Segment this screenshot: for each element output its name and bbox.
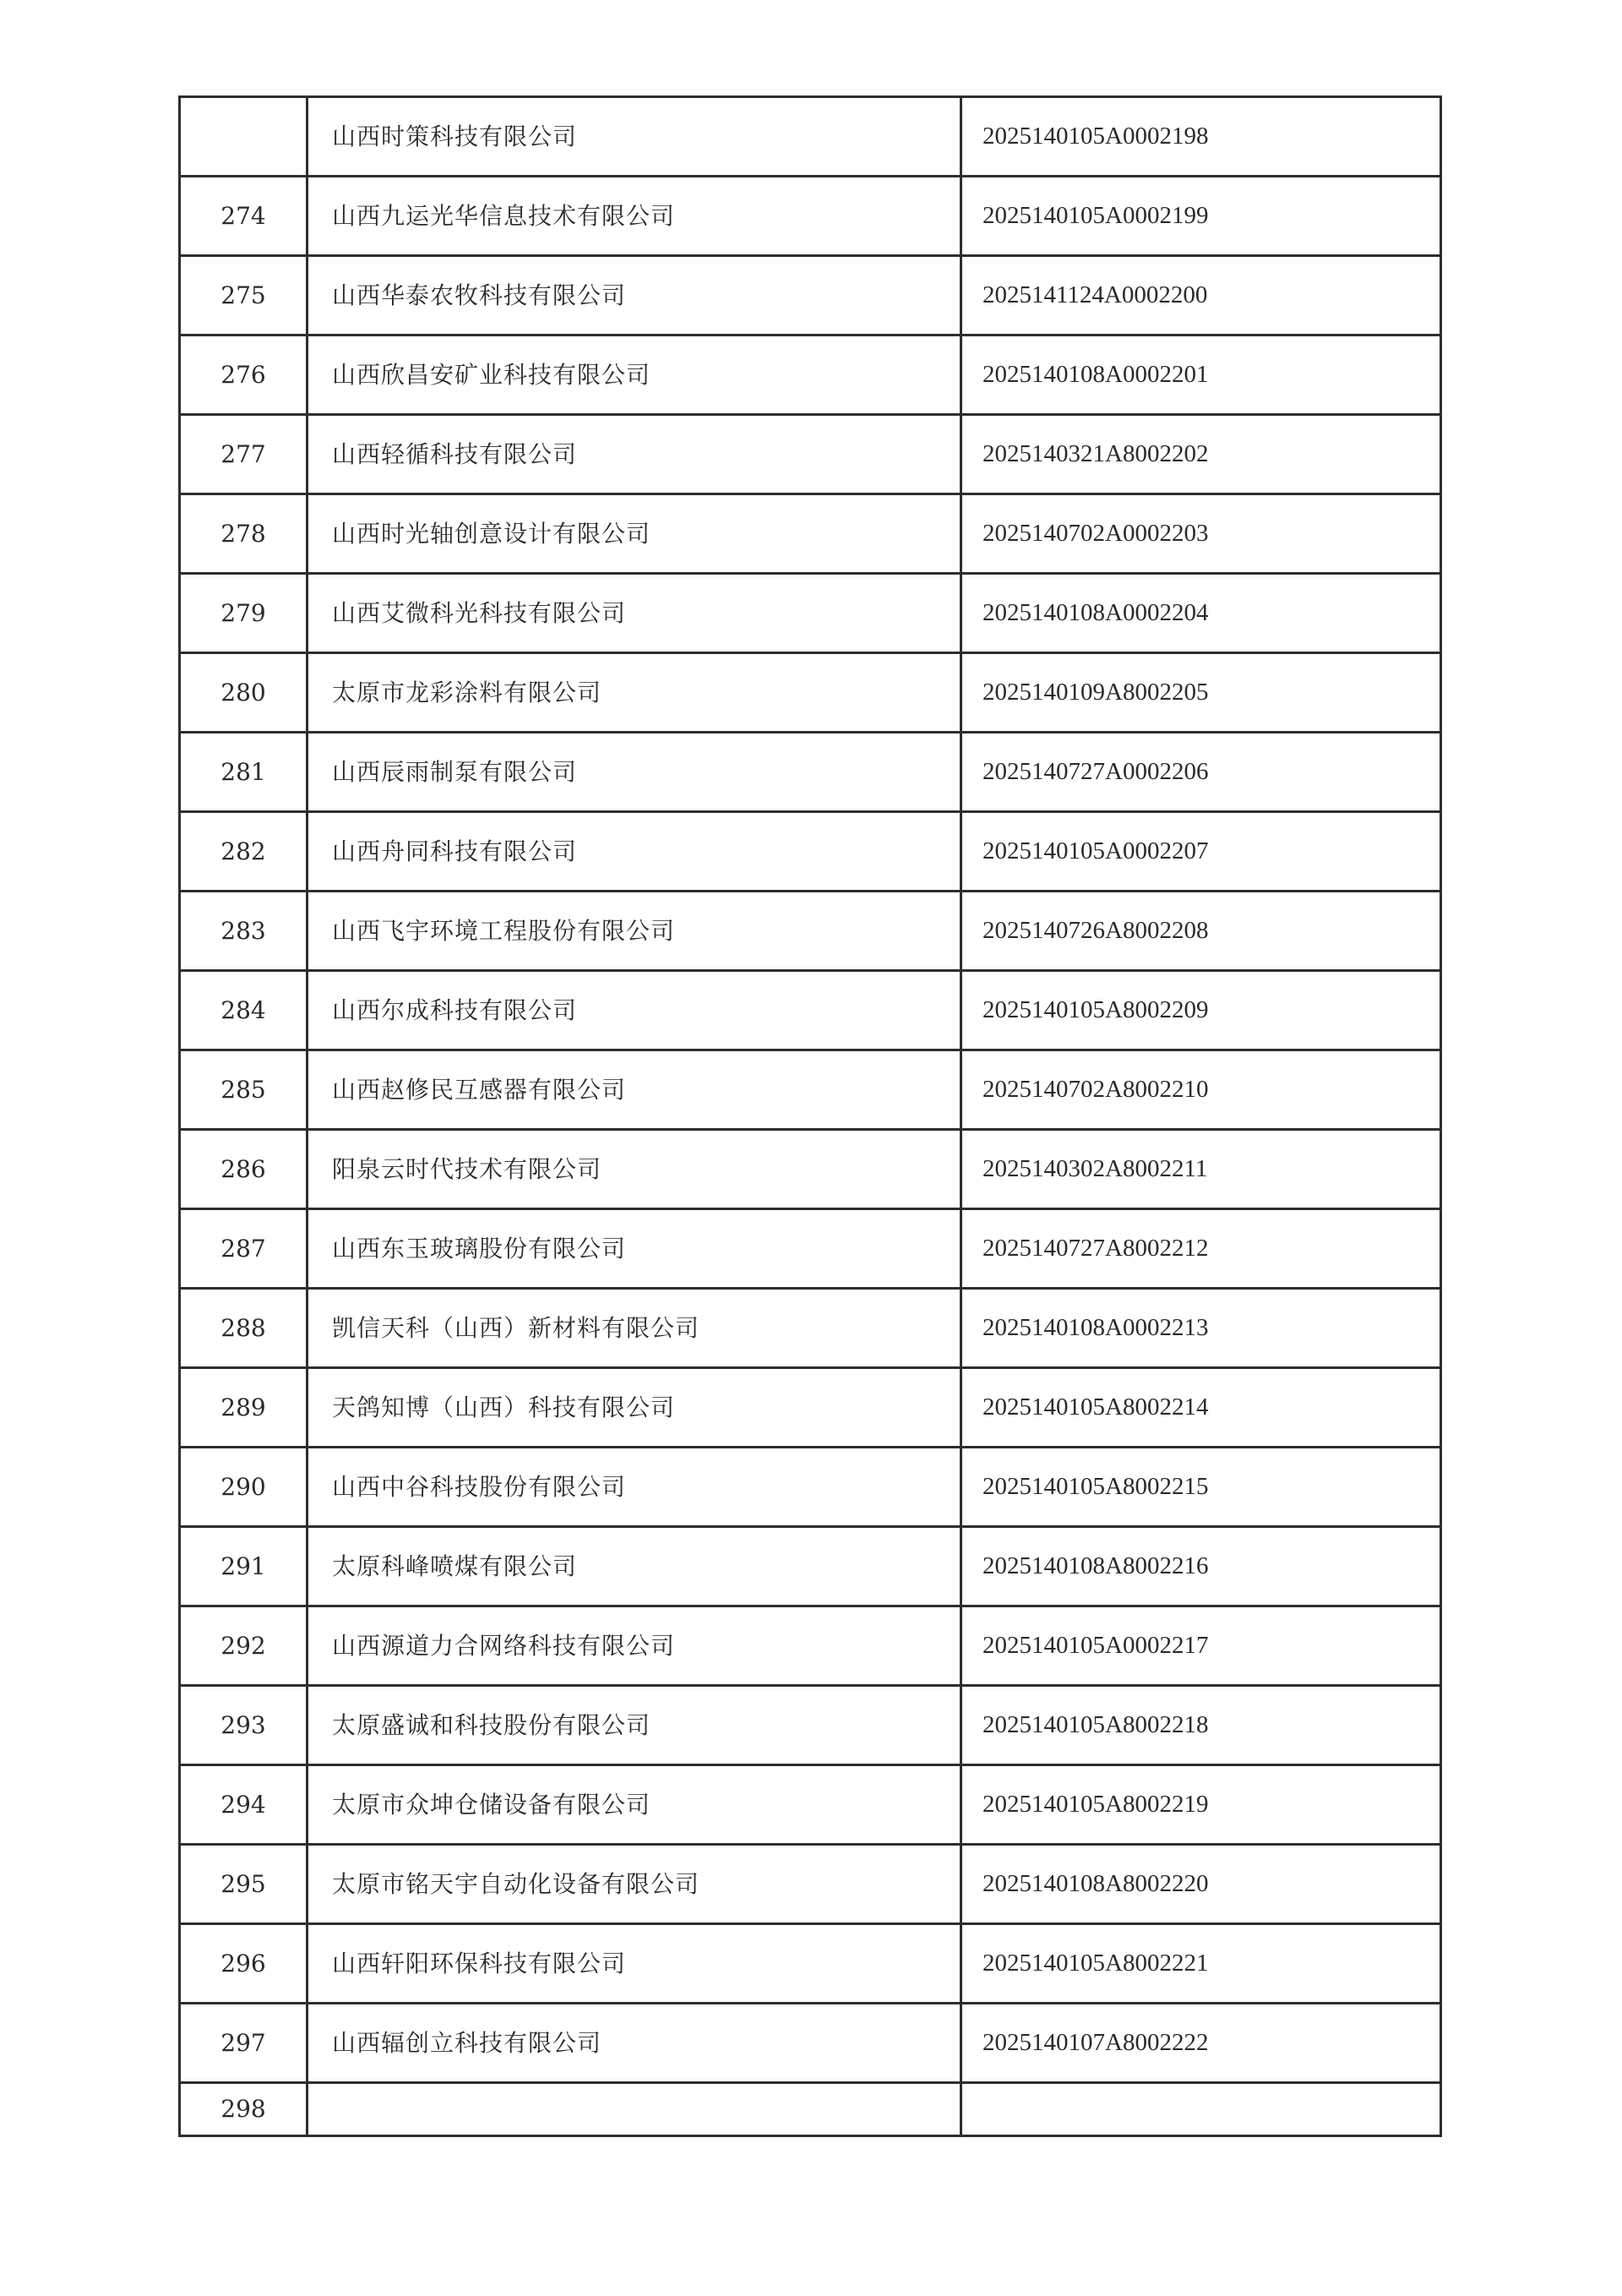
company-name: 太原市众坤仓储设备有限公司 <box>308 1765 961 1845</box>
table-row <box>180 1606 1441 1686</box>
row-number: 281 <box>180 733 308 812</box>
table-row <box>180 2083 1441 2136</box>
company-name: 阳泉云时代技术有限公司 <box>308 1130 961 1209</box>
company-name: 山西辰雨制泵有限公司 <box>308 733 961 812</box>
row-number: 277 <box>180 415 308 494</box>
registration-code: 2025140105A8002219 <box>961 1765 1441 1845</box>
registration-code: 2025140105A0002199 <box>961 177 1441 256</box>
row-number: 280 <box>180 653 308 733</box>
company-name: 太原市铭天宇自动化设备有限公司 <box>308 1845 961 1924</box>
table-row <box>180 177 1441 256</box>
company-name: 山西中谷科技股份有限公司 <box>308 1448 961 1527</box>
registration-code: 2025140105A0002207 <box>961 812 1441 892</box>
table-row <box>180 335 1441 415</box>
registration-code: 2025140108A8002220 <box>961 1845 1441 1924</box>
registration-code: 2025140105A8002215 <box>961 1448 1441 1527</box>
company-name: 凯信天科（山西）新材料有限公司 <box>308 1289 961 1368</box>
row-number: 294 <box>180 1765 308 1845</box>
company-name: 山西尔成科技有限公司 <box>308 971 961 1050</box>
company-name: 山西飞宇环境工程股份有限公司 <box>308 892 961 971</box>
row-number: 296 <box>180 1924 308 2004</box>
row-number: 298 <box>180 2083 308 2136</box>
company-name: 山西源道力合网络科技有限公司 <box>308 1606 961 1686</box>
row-number: 283 <box>180 892 308 971</box>
registry-table-body <box>180 97 1441 2136</box>
table-row <box>180 733 1441 812</box>
company-name: 太原市龙彩涂料有限公司 <box>308 653 961 733</box>
registration-code: 2025140105A8002221 <box>961 1924 1441 2004</box>
company-name: 山西轩阳环保科技有限公司 <box>308 1924 961 2004</box>
registration-code: 2025140109A8002205 <box>961 653 1441 733</box>
company-name: 山西轻循科技有限公司 <box>308 415 961 494</box>
table-row <box>180 1845 1441 1924</box>
row-number: 290 <box>180 1448 308 1527</box>
registration-code: 2025140726A8002208 <box>961 892 1441 971</box>
registration-code: 2025140108A8002216 <box>961 1527 1441 1606</box>
registration-code: 2025141124A0002200 <box>961 256 1441 335</box>
company-name: 山西华泰农牧科技有限公司 <box>308 256 961 335</box>
company-name: 太原科峰喷煤有限公司 <box>308 1527 961 1606</box>
registration-code <box>961 2083 1441 2136</box>
row-number: 275 <box>180 256 308 335</box>
company-name: 天鸽知博（山西）科技有限公司 <box>308 1368 961 1448</box>
registration-code: 2025140105A8002214 <box>961 1368 1441 1448</box>
company-name: 山西东玉玻璃股份有限公司 <box>308 1209 961 1289</box>
registration-code: 2025140321A8002202 <box>961 415 1441 494</box>
row-number: 288 <box>180 1289 308 1368</box>
registration-code: 2025140727A0002206 <box>961 733 1441 812</box>
registration-code: 2025140702A0002203 <box>961 494 1441 574</box>
table-row <box>180 653 1441 733</box>
table-row <box>180 1686 1441 1765</box>
registration-code: 2025140105A8002209 <box>961 971 1441 1050</box>
company-name: 山西欣昌安矿业科技有限公司 <box>308 335 961 415</box>
row-number: 292 <box>180 1606 308 1686</box>
table-row <box>180 2004 1441 2083</box>
registration-code: 2025140105A0002217 <box>961 1606 1441 1686</box>
row-number <box>180 97 308 177</box>
row-number: 289 <box>180 1368 308 1448</box>
table-row <box>180 1924 1441 2004</box>
table-row <box>180 812 1441 892</box>
table-row <box>180 1527 1441 1606</box>
table-row <box>180 256 1441 335</box>
row-number: 297 <box>180 2004 308 2083</box>
registration-code: 2025140108A0002213 <box>961 1289 1441 1368</box>
registration-code: 2025140105A0002198 <box>961 97 1441 177</box>
registration-code: 2025140108A0002204 <box>961 574 1441 653</box>
table-row <box>180 892 1441 971</box>
table-row <box>180 1448 1441 1527</box>
row-number: 278 <box>180 494 308 574</box>
registration-code: 2025140702A8002210 <box>961 1050 1441 1130</box>
table-row <box>180 1289 1441 1368</box>
company-name: 山西时光轴创意设计有限公司 <box>308 494 961 574</box>
company-registry-table <box>178 95 1442 2137</box>
row-number: 274 <box>180 177 308 256</box>
registration-code: 2025140108A0002201 <box>961 335 1441 415</box>
company-name: 山西时策科技有限公司 <box>308 97 961 177</box>
registration-code: 2025140105A8002218 <box>961 1686 1441 1765</box>
table-row <box>180 971 1441 1050</box>
row-number: 284 <box>180 971 308 1050</box>
row-number: 291 <box>180 1527 308 1606</box>
table-row <box>180 97 1441 177</box>
table-row <box>180 1050 1441 1130</box>
row-number: 285 <box>180 1050 308 1130</box>
row-number: 293 <box>180 1686 308 1765</box>
table-row <box>180 415 1441 494</box>
row-number: 282 <box>180 812 308 892</box>
table-row <box>180 494 1441 574</box>
table-row <box>180 1765 1441 1845</box>
row-number: 276 <box>180 335 308 415</box>
table-row <box>180 1368 1441 1448</box>
company-name: 山西九运光华信息技术有限公司 <box>308 177 961 256</box>
registration-code: 2025140727A8002212 <box>961 1209 1441 1289</box>
company-name: 太原盛诚和科技股份有限公司 <box>308 1686 961 1765</box>
row-number: 279 <box>180 574 308 653</box>
row-number: 286 <box>180 1130 308 1209</box>
company-name: 山西舟同科技有限公司 <box>308 812 961 892</box>
company-name <box>308 2083 961 2136</box>
registration-code: 2025140302A8002211 <box>961 1130 1441 1209</box>
company-name: 山西赵修民互感器有限公司 <box>308 1050 961 1130</box>
row-number: 295 <box>180 1845 308 1924</box>
table-row <box>180 1130 1441 1209</box>
table-row <box>180 1209 1441 1289</box>
registration-code: 2025140107A8002222 <box>961 2004 1441 2083</box>
company-name: 山西辐创立科技有限公司 <box>308 2004 961 2083</box>
company-name: 山西艾微科光科技有限公司 <box>308 574 961 653</box>
table-row <box>180 574 1441 653</box>
row-number: 287 <box>180 1209 308 1289</box>
